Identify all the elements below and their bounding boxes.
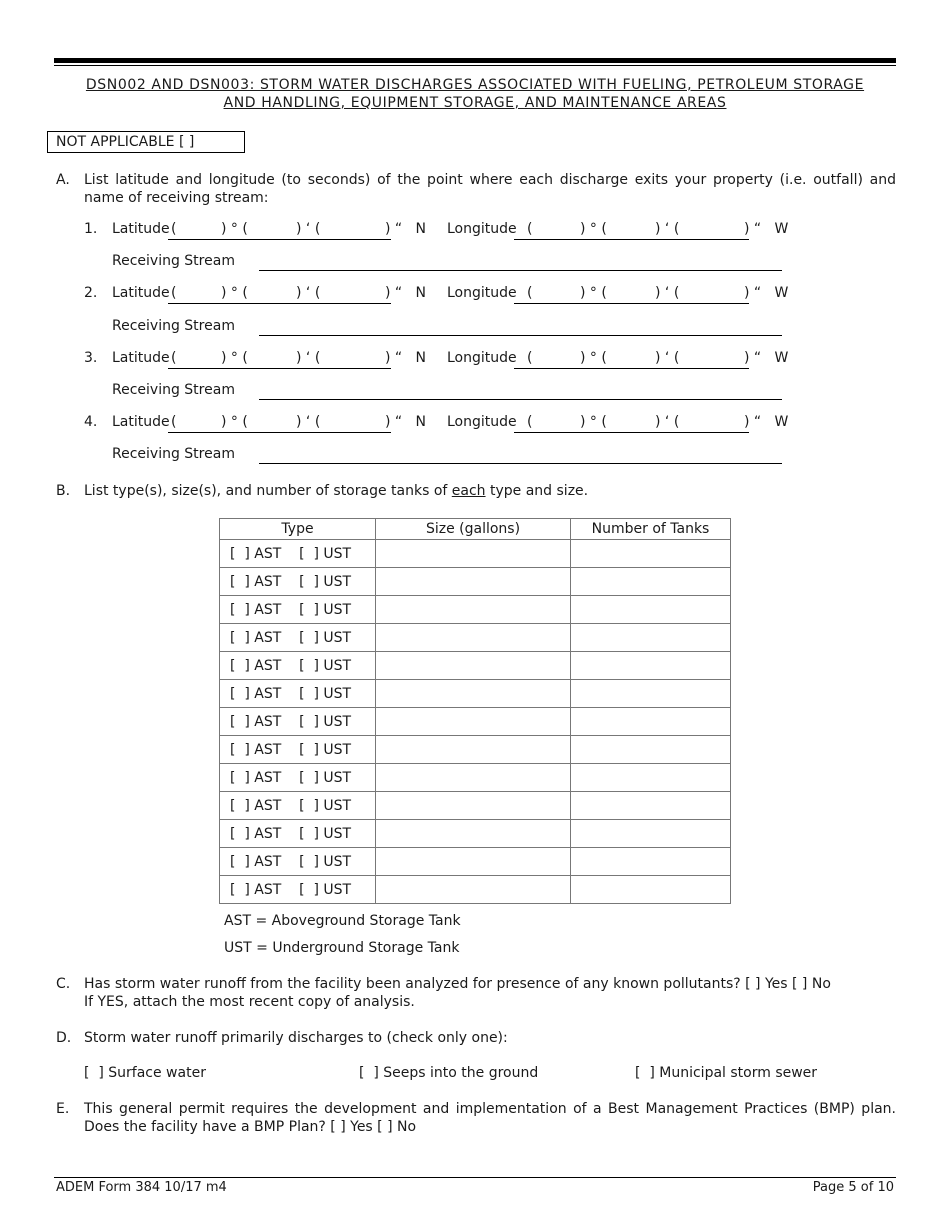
tank-type-cell[interactable]: [ ] AST [ ] UST [220, 736, 376, 764]
latitude-open-paren: ( [171, 221, 177, 237]
tank-size-cell[interactable] [376, 820, 571, 848]
tank-count-cell[interactable] [571, 652, 731, 680]
section-c-line-2: If YES, attach the most recent copy of analysis. [84, 994, 415, 1010]
footer-rule [54, 1177, 896, 1178]
tank-count-cell[interactable] [571, 624, 731, 652]
section-e-line-2[interactable]: Does the facility have a BMP Plan? [ ] Yes [ ] No [84, 1119, 417, 1135]
longitude-degrees-mark: ) ° ( [580, 350, 607, 366]
section-d-letter: D. [56, 1030, 72, 1046]
table-row [220, 540, 731, 568]
latitude-minutes-mark: ) ‘ ( [296, 350, 321, 366]
latitude-seconds-mark: ) “ N [385, 414, 426, 430]
tank-count-cell[interactable] [571, 820, 731, 848]
section-a-letter: A. [56, 172, 70, 188]
tank-count-cell[interactable] [571, 792, 731, 820]
longitude-seconds-mark: ) “ W [744, 221, 789, 237]
longitude-seconds-mark: ) “ W [744, 414, 789, 430]
option-seeps-into-ground[interactable]: [ ] Seeps into the ground [359, 1065, 539, 1081]
latitude-degrees-mark: ) ° ( [221, 350, 248, 366]
tank-count-cell[interactable] [571, 568, 731, 596]
title-line-2: AND HANDLING, EQUIPMENT STORAGE, AND MAINTENANCE AREAS [223, 95, 727, 111]
section-e [56, 1100, 896, 1136]
coordinate-row [84, 285, 804, 305]
latitude-open-paren: ( [171, 350, 177, 366]
tank-type-cell[interactable]: [ ] AST [ ] UST [220, 652, 376, 680]
latitude-label: Latitude [112, 350, 170, 366]
tank-type-cell[interactable]: [ ] AST [ ] UST [220, 596, 376, 624]
tank-size-cell[interactable] [376, 876, 571, 904]
legend-ust: UST = Underground Storage Tank [224, 940, 460, 956]
longitude-seconds-mark: ) “ W [744, 350, 789, 366]
section-b-text-before: List type(s), size(s), and number of storage tanks of [84, 483, 452, 499]
section-c-line-1[interactable]: Has storm water runoff from the facility been analyzed for presence of any known pollutants? [ ] Yes [ ] No [84, 976, 831, 992]
tank-type-cell[interactable]: [ ] AST [ ] UST [220, 876, 376, 904]
latitude-minutes-mark: ) ‘ ( [296, 285, 321, 301]
receiving-stream-label: Receiving Stream [112, 446, 235, 462]
receiving-stream-label: Receiving Stream [112, 253, 235, 269]
tank-size-cell[interactable] [376, 680, 571, 708]
longitude-label: Longitude [447, 285, 517, 301]
header-thin-rule [54, 65, 896, 66]
tank-size-cell[interactable] [376, 736, 571, 764]
tank-count-cell[interactable] [571, 540, 731, 568]
latitude-seconds-mark: ) “ N [385, 221, 426, 237]
longitude-label: Longitude [447, 414, 517, 430]
tank-count-cell[interactable] [571, 764, 731, 792]
section-e-letter: E. [56, 1101, 70, 1117]
section-a [56, 171, 896, 207]
tank-count-cell[interactable] [571, 680, 731, 708]
tank-type-cell[interactable]: [ ] AST [ ] UST [220, 792, 376, 820]
coordinate-row [84, 221, 804, 241]
tank-size-cell[interactable] [376, 764, 571, 792]
tank-type-cell[interactable]: [ ] AST [ ] UST [220, 764, 376, 792]
longitude-minutes-mark: ) ‘ ( [655, 350, 680, 366]
table-row [220, 848, 731, 876]
tank-type-cell[interactable]: [ ] AST [ ] UST [220, 848, 376, 876]
section-d-text: Storm water runoff primarily discharges to (check only one): [84, 1030, 508, 1046]
latitude-entry-line[interactable] [168, 303, 391, 304]
tank-type-cell[interactable]: [ ] AST [ ] UST [220, 708, 376, 736]
latitude-label: Latitude [112, 285, 170, 301]
section-c-letter: C. [56, 976, 71, 992]
header-thick-rule [54, 58, 896, 63]
latitude-entry-line[interactable] [168, 239, 391, 240]
latitude-entry-line[interactable] [168, 368, 391, 369]
longitude-minutes-mark: ) ‘ ( [655, 414, 680, 430]
latitude-degrees-mark: ) ° ( [221, 285, 248, 301]
row-number: 3. [84, 350, 98, 366]
longitude-entry-line[interactable] [514, 368, 749, 369]
table-row [220, 708, 731, 736]
section-b-letter: B. [56, 483, 71, 499]
latitude-open-paren: ( [171, 414, 177, 430]
latitude-label: Latitude [112, 414, 170, 430]
table-row [220, 680, 731, 708]
longitude-entry-line[interactable] [514, 432, 749, 433]
col-header-number: Number of Tanks [571, 519, 731, 540]
tank-size-cell[interactable] [376, 792, 571, 820]
table-row [220, 596, 731, 624]
row-number: 1. [84, 221, 98, 237]
row-number: 2. [84, 285, 98, 301]
table-row [220, 652, 731, 680]
section-b-text-emph: each [451, 483, 486, 499]
longitude-minutes-mark: ) ‘ ( [655, 285, 680, 301]
section-e-line-1: This general permit requires the development and implementation of a Best Management Practices (BMP) plan. [84, 1101, 896, 1117]
latitude-open-paren: ( [171, 285, 177, 301]
receiving-stream-field[interactable] [259, 335, 782, 336]
receiving-stream-label: Receiving Stream [112, 382, 235, 398]
longitude-open-paren: ( [527, 414, 533, 430]
longitude-label: Longitude [447, 221, 517, 237]
latitude-degrees-mark: ) ° ( [221, 221, 248, 237]
table-header-row [220, 519, 731, 540]
coordinate-row [84, 350, 804, 370]
tank-size-cell[interactable] [376, 624, 571, 652]
table-row [220, 792, 731, 820]
table-row [220, 820, 731, 848]
tank-type-cell[interactable]: [ ] AST [ ] UST [220, 624, 376, 652]
tank-count-cell[interactable] [571, 708, 731, 736]
tank-size-cell[interactable] [376, 596, 571, 624]
col-header-size: Size (gallons) [376, 519, 571, 540]
longitude-entry-line[interactable] [514, 303, 749, 304]
col-header-type: Type [220, 519, 376, 540]
not-applicable-label: NOT APPLICABLE [ ] [56, 134, 195, 150]
tank-size-cell[interactable] [376, 708, 571, 736]
longitude-label: Longitude [447, 350, 517, 366]
latitude-minutes-mark: ) ‘ ( [296, 414, 321, 430]
table-row [220, 624, 731, 652]
row-number: 4. [84, 414, 98, 430]
receiving-stream-field[interactable] [259, 399, 782, 400]
tank-type-cell[interactable]: [ ] AST [ ] UST [220, 540, 376, 568]
tank-count-cell[interactable] [571, 848, 731, 876]
page-number: Page 5 of 10 [812, 1180, 894, 1195]
tank-count-cell[interactable] [571, 736, 731, 764]
section-a-text: List latitude and longitude (to seconds) of the point where each discharge exits your property (i.e. outfall) and name of receiving stream: [84, 172, 896, 206]
tank-count-cell[interactable] [571, 596, 731, 624]
section-b-text [84, 482, 896, 500]
tank-count-cell[interactable] [571, 876, 731, 904]
latitude-seconds-mark: ) “ N [385, 350, 426, 366]
latitude-minutes-mark: ) ‘ ( [296, 221, 321, 237]
option-surface-water[interactable]: [ ] Surface water [84, 1065, 206, 1081]
section-d [56, 1029, 896, 1047]
page-title [56, 76, 894, 112]
longitude-degrees-mark: ) ° ( [580, 414, 607, 430]
section-c [56, 975, 896, 1011]
longitude-degrees-mark: ) ° ( [580, 285, 607, 301]
table-row [220, 568, 731, 596]
latitude-label: Latitude [112, 221, 170, 237]
option-municipal-storm-sewer[interactable]: [ ] Municipal storm sewer [635, 1065, 818, 1081]
tank-type-cell[interactable]: [ ] AST [ ] UST [220, 568, 376, 596]
longitude-seconds-mark: ) “ W [744, 285, 789, 301]
section-b [56, 482, 896, 500]
longitude-open-paren: ( [527, 285, 533, 301]
receiving-stream-field[interactable] [259, 270, 782, 271]
tank-type-cell[interactable]: [ ] AST [ ] UST [220, 820, 376, 848]
tank-size-cell[interactable] [376, 568, 571, 596]
tank-size-cell[interactable] [376, 652, 571, 680]
legend-ast: AST = Aboveground Storage Tank [224, 913, 461, 929]
latitude-degrees-mark: ) ° ( [221, 414, 248, 430]
table-row [220, 764, 731, 792]
tank-size-cell[interactable] [376, 540, 571, 568]
latitude-seconds-mark: ) “ N [385, 285, 426, 301]
receiving-stream-field[interactable] [259, 463, 782, 464]
longitude-minutes-mark: ) ‘ ( [655, 221, 680, 237]
storage-tanks-table [219, 518, 731, 904]
section-b-text-after: type and size. [485, 483, 589, 499]
table-row [220, 876, 731, 904]
receiving-stream-label: Receiving Stream [112, 318, 235, 334]
tank-size-cell[interactable] [376, 848, 571, 876]
coordinate-row [84, 414, 804, 434]
form-identifier: ADEM Form 384 10/17 m4 [56, 1180, 227, 1195]
table-row [220, 736, 731, 764]
tank-type-cell[interactable]: [ ] AST [ ] UST [220, 680, 376, 708]
title-line-1: DSN002 AND DSN003: STORM WATER DISCHARGES ASSOCIATED WITH FUELING, PETROLEUM STORAGE [85, 77, 865, 93]
longitude-open-paren: ( [527, 350, 533, 366]
longitude-entry-line[interactable] [514, 239, 749, 240]
latitude-entry-line[interactable] [168, 432, 391, 433]
not-applicable-checkbox[interactable] [47, 131, 245, 153]
longitude-open-paren: ( [527, 221, 533, 237]
longitude-degrees-mark: ) ° ( [580, 221, 607, 237]
